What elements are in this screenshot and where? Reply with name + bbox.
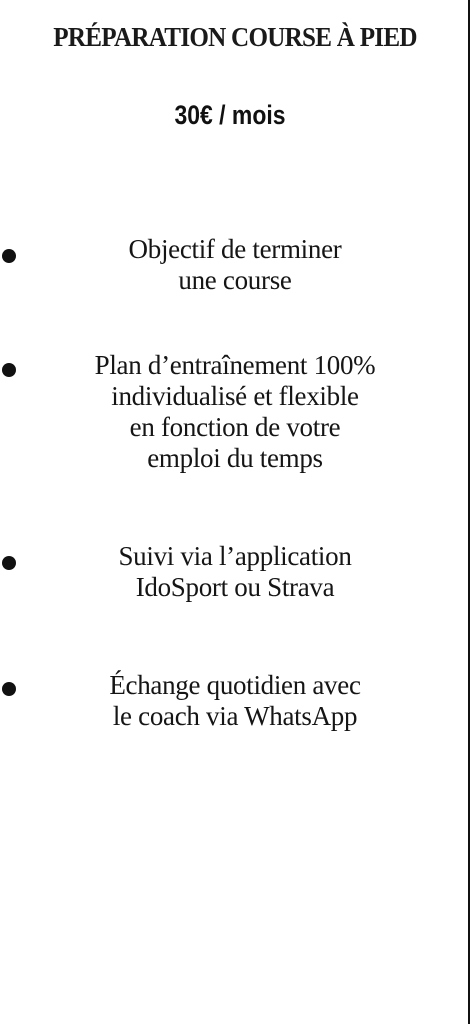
- feature-text: [30, 541, 440, 603]
- feature-line: Suivi via l’application: [118, 541, 352, 571]
- bullet-icon: [2, 249, 16, 263]
- bullet-icon: [2, 682, 16, 696]
- feature-line: le coach via WhatsApp: [112, 701, 358, 731]
- feature-text: [30, 234, 440, 296]
- feature-line: en fonction de votre: [129, 412, 341, 442]
- feature-text: [30, 350, 440, 474]
- bullet-icon: [2, 363, 16, 377]
- feature-text: [30, 670, 440, 732]
- plan-title: PRÉPARATION COURSE À PIED: [53, 22, 417, 52]
- feature-line: Objectif de terminer: [128, 234, 342, 264]
- feature-line: emploi du temps: [147, 443, 323, 473]
- bullet-icon: [2, 556, 16, 570]
- feature-line: une course: [178, 265, 292, 295]
- feature-line: IdoSport ou Strava: [135, 572, 335, 602]
- plan-price: 30€ / mois: [174, 100, 286, 130]
- feature-line: Plan d’entraînement 100%: [94, 350, 376, 380]
- feature-line: Échange quotidien avec: [109, 670, 361, 700]
- feature-line: individualisé et flexible: [111, 381, 359, 411]
